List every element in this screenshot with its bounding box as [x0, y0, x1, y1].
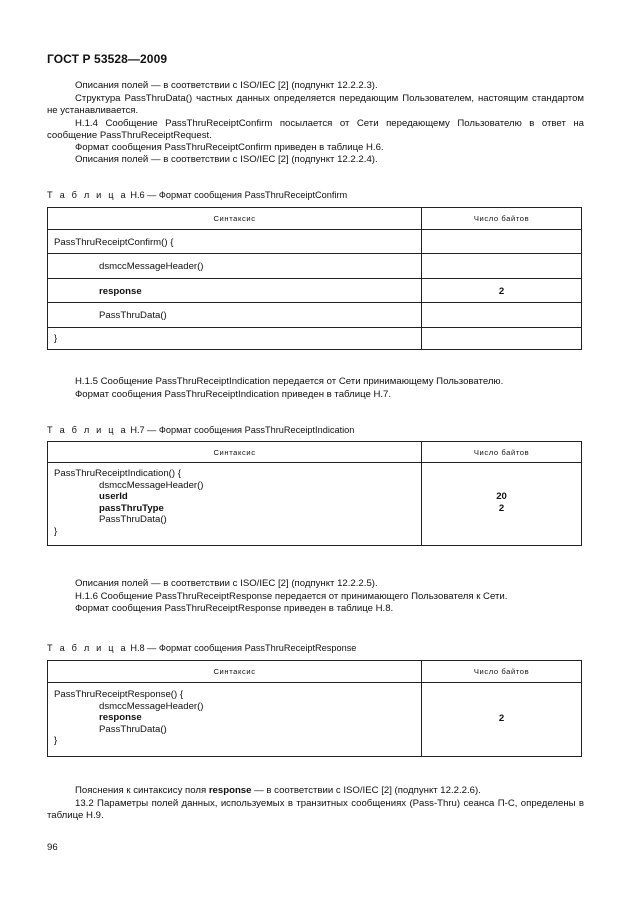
paragraph: Формат сообщения PassThruReceiptConfirm приведен в таблице Н.6. — [75, 142, 384, 153]
paragraph: Описания полей — в соответствии с ISO/IEC [2] (подпункт 12.2.2.3). — [75, 80, 378, 91]
column-header-bytes: Число байтов — [422, 442, 582, 463]
table-row: PassThruReceiptIndication() { dsmccMessageHeader() userId passThruType PassThruData() } — [48, 463, 422, 546]
paragraph: Описания полей — в соответствии с ISO/IEC [2] (подпункт 12.2.2.5). — [75, 578, 378, 589]
column-header-syntax: Синтаксис — [48, 661, 422, 683]
paragraph: Структура PassThruData() частных данных определяется передающим Пользователем, настоящим стандартом не устанавливается. — [47, 93, 584, 116]
paragraph: Описания полей — в соответствии с ISO/IEC [2] (подпункт 12.2.2.4). — [75, 154, 378, 165]
table-row: PassThruData() — [48, 303, 422, 328]
table-row: response — [48, 279, 422, 303]
table-caption-h8: Т а б л и ц а Н.8 — Формат сообщения PassThruReceiptResponse — [47, 643, 357, 653]
table-row: } — [48, 328, 422, 350]
table-caption-h6: Т а б л и ц а Н.6 — Формат сообщения PassThruReceiptConfirm — [47, 190, 348, 200]
table-row: PassThruReceiptConfirm() { — [48, 230, 422, 254]
table-caption-h7: Т а б л и ц а Н.7 — Формат сообщения PassThruReceiptIndication — [47, 425, 355, 435]
paragraph: Пояснения к синтаксису поля response — в соответствии с ISO/IEC [2] (подпункт 12.2.2.6). — [75, 785, 481, 796]
column-header-syntax: Синтаксис — [48, 442, 422, 463]
paragraph: 13.2 Параметры полей данных, используемых в транзитных сообщениях (Pass-Thru) сеанса П-С, определены в таблице Н.9. — [47, 798, 584, 821]
document-header: ГОСТ Р 53528—2009 — [47, 52, 168, 66]
paragraph: Формат сообщения PassThruReceiptIndication приведен в таблице Н.7. — [75, 389, 392, 400]
column-header-syntax: Синтаксис — [48, 208, 422, 230]
paragraph: Н.1.6 Сообщение PassThruReceiptResponse передается от принимающего Пользователя к Сети. — [75, 591, 508, 602]
paragraph: Н.1.5 Сообщение PassThruReceiptIndication передается от Сети принимающему Пользователю. — [75, 376, 504, 387]
paragraph: Формат сообщения PassThruReceiptResponse приведен в таблице Н.8. — [75, 603, 394, 614]
table-h7: Синтаксис Число байтов PassThruReceiptIndication() { dsmccMessageHeader() userId passThruType PassThruData() } 20 2 — [47, 441, 582, 546]
table-h8: Синтаксис Число байтов PassThruReceiptResponse() { dsmccMessageHeader() response PassThruData() } 2 — [47, 660, 582, 757]
table-row: PassThruReceiptResponse() { dsmccMessageHeader() response PassThruData() } — [48, 683, 422, 757]
table-row: dsmccMessageHeader() — [48, 254, 422, 279]
column-header-bytes: Число байтов — [422, 208, 582, 230]
column-header-bytes: Число байтов — [422, 661, 582, 683]
page-number: 96 — [47, 842, 58, 853]
table-h6: Синтаксис Число байтов PassThruReceiptConfirm() { dsmccMessageHeader() response 2 PassThruData() } — [47, 207, 582, 350]
paragraph: Н.1.4 Сообщение PassThruReceiptConfirm посылается от Сети передающему Пользователю в ответ на сообщение PassThruReceiptRequest. — [47, 118, 584, 141]
